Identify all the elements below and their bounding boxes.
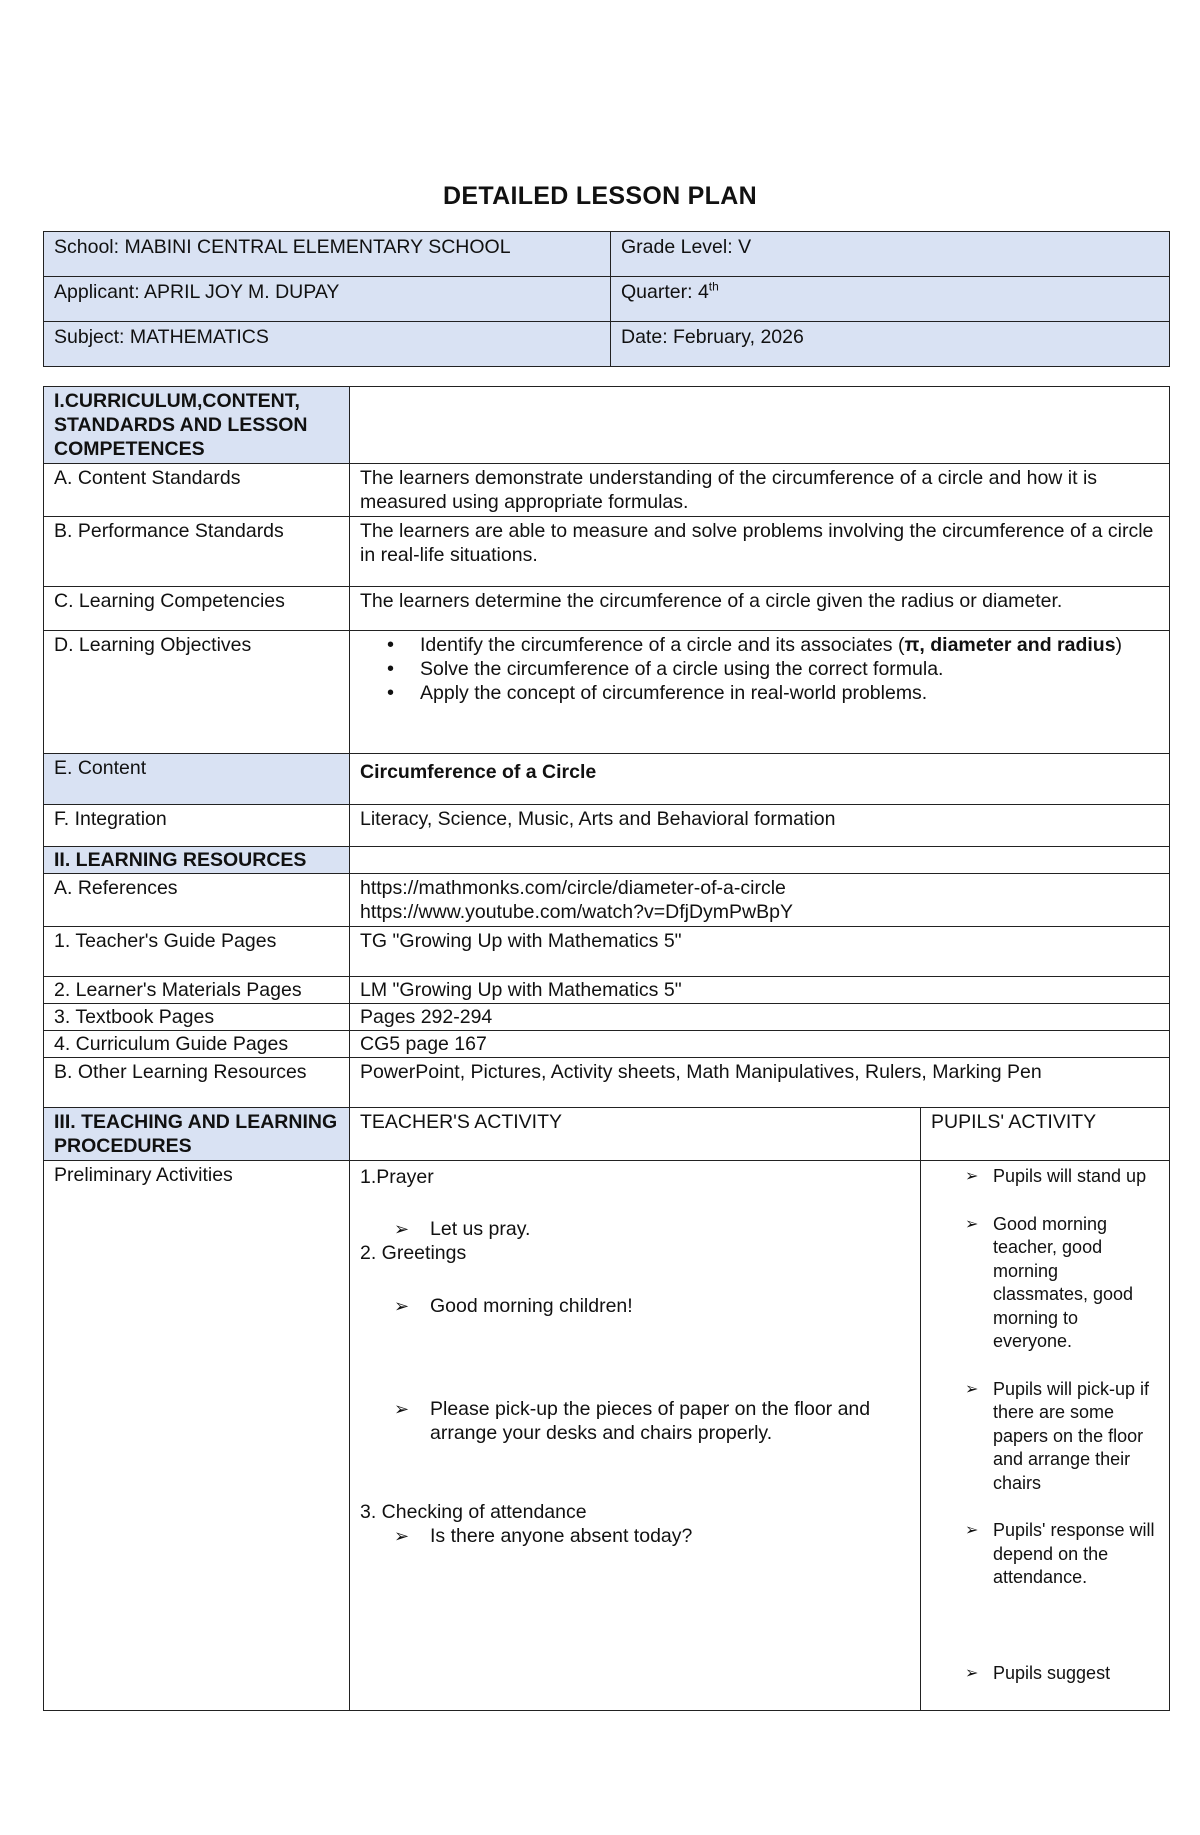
table-row — [44, 322, 1170, 367]
table-row — [44, 805, 1170, 847]
references-label: A. References — [44, 874, 350, 927]
greetings-line: Good morning children! — [430, 1295, 633, 1317]
pupil-response: Pupils will pick-up if there are some papers on the floor and arrange their chairs — [993, 1378, 1150, 1493]
learners-materials-label: 2. Learner's Materials Pages — [44, 977, 350, 1004]
school-cell: School: MABINI CENTRAL ELEMENTARY SCHOOL — [44, 232, 611, 277]
objectives-label: D. Learning Objectives — [44, 631, 350, 754]
table-row — [44, 232, 1170, 277]
arrowhead-bullet-icon: ➢ — [394, 1219, 410, 1239]
pupil-response: Good morning teacher, good morning classmates, good morning to everyone. — [993, 1213, 1134, 1351]
prayer-line: Let us pray. — [430, 1218, 531, 1240]
objective-emphasis: π, diameter and radius — [904, 634, 1116, 656]
subject-cell: Subject: MATHEMATICS — [44, 322, 611, 367]
teacher-activity-cell — [350, 1161, 921, 1711]
greetings-heading: 2. Greetings — [360, 1242, 467, 1264]
table-row — [44, 1058, 1170, 1108]
competencies-value: The learners determine the circumference of a circle given the radius or diameter. — [350, 587, 1170, 631]
table-row — [44, 277, 1170, 322]
other-resources-label: B. Other Learning Resources — [44, 1058, 350, 1108]
objectives-value — [350, 631, 1170, 754]
arrowhead-bullet-icon: ➢ — [965, 1380, 979, 1398]
list-item: • Solve the circumference of a circle using the correct formula. — [420, 657, 1159, 681]
other-resources-value: PowerPoint, Pictures, Activity sheets, Math Manipulatives, Rulers, Marking Pen — [350, 1058, 1170, 1108]
header-info-table — [43, 231, 1170, 367]
learners-materials-value: LM "Growing Up with Mathematics 5" — [350, 977, 1170, 1004]
empty-cell — [350, 847, 1170, 874]
teachers-guide-label: 1. Teacher's Guide Pages — [44, 927, 350, 977]
objectives-list — [360, 633, 1159, 705]
arrowhead-bullet-icon: ➢ — [965, 1168, 979, 1185]
objective-text-end: ) — [1115, 634, 1123, 656]
references-value — [350, 874, 1170, 927]
table-row — [44, 927, 1170, 977]
page-title: DETAILED LESSON PLAN — [443, 182, 757, 210]
table-row — [44, 1161, 1170, 1711]
arrowhead-bullet-icon: ➢ — [394, 1526, 410, 1546]
procedures-heading: III. TEACHING AND LEARNING PROCEDURES — [44, 1108, 350, 1161]
table-row — [44, 754, 1170, 805]
list-item — [921, 1165, 1169, 1189]
empty-cell — [350, 387, 1170, 464]
quarter-text: Quarter: 4 — [621, 281, 709, 303]
competencies-label: C. Learning Competencies — [44, 587, 350, 631]
table-row — [44, 387, 1170, 464]
performance-standards-label: B. Performance Standards — [44, 517, 350, 587]
teacher-activity-header: TEACHER'S ACTIVITY — [350, 1108, 921, 1161]
arrowhead-bullet-icon: ➢ — [394, 1296, 410, 1316]
content-standards-value: The learners demonstrate understanding of the circumference of a circle and how it is measured using appropriate formulas. — [350, 464, 1170, 517]
list-item: • Apply the concept of circumference in real-world problems. — [420, 681, 1159, 705]
list-item — [360, 1217, 910, 1241]
table-row — [44, 464, 1170, 517]
date-cell: Date: February, 2026 — [611, 322, 1170, 367]
table-row — [44, 517, 1170, 587]
pupil-response: Pupils will stand up — [993, 1166, 1147, 1186]
teachers-guide-value: TG "Growing Up with Mathematics 5" — [350, 927, 1170, 977]
pupil-activity-cell — [921, 1161, 1170, 1711]
pupil-activity-header: PUPILS' ACTIVITY — [921, 1108, 1170, 1161]
curriculum-guide-value: CG5 page 167 — [350, 1031, 1170, 1058]
prayer-heading: 1.Prayer — [360, 1166, 434, 1188]
attendance-line: Is there anyone absent today? — [430, 1525, 693, 1547]
arrowhead-bullet-icon: ➢ — [965, 1522, 979, 1539]
list-item — [360, 1294, 910, 1318]
textbook-value: Pages 292-294 — [350, 1004, 1170, 1031]
textbook-label: 3. Textbook Pages — [44, 1004, 350, 1031]
performance-standards-value: The learners are able to measure and solve problems involving the circumference of a circle in real-life situations. — [350, 517, 1170, 587]
quarter-cell — [611, 277, 1170, 322]
integration-value: Literacy, Science, Music, Arts and Behavioral formation — [350, 805, 1170, 847]
table-row — [44, 977, 1170, 1004]
lesson-plan-table — [43, 386, 1170, 1711]
curriculum-heading: I.CURRICULUM,CONTENT, STANDARDS AND LESSON COMPETENCES — [44, 387, 350, 464]
pupil-response: Pupils suggest — [993, 1662, 1111, 1683]
quarter-superscript: th — [708, 279, 719, 294]
curriculum-guide-label: 4. Curriculum Guide Pages — [44, 1031, 350, 1058]
list-item — [420, 633, 1159, 657]
resources-heading: II. LEARNING RESOURCES — [44, 847, 350, 874]
list-item — [921, 1213, 1169, 1354]
content-value: Circumference of a Circle — [350, 754, 1170, 805]
table-row — [44, 1031, 1170, 1058]
objective-text: Identify the circumference of a circle and its associates ( — [420, 634, 905, 656]
arrowhead-bullet-icon: ➢ — [965, 1215, 979, 1233]
list-item — [921, 1662, 1169, 1686]
list-item — [360, 1397, 910, 1445]
table-row — [44, 587, 1170, 631]
content-standards-label: A. Content Standards — [44, 464, 350, 517]
applicant-cell: Applicant: APRIL JOY M. DUPAY — [44, 277, 611, 322]
preliminary-activities-label: Preliminary Activities — [44, 1161, 350, 1711]
arrowhead-bullet-icon: ➢ — [394, 1399, 410, 1419]
table-row — [44, 631, 1170, 754]
table-row — [44, 847, 1170, 874]
pupil-response: Pupils' response will depend on the attendance. — [993, 1520, 1155, 1587]
table-row — [44, 1004, 1170, 1031]
arrowhead-bullet-icon: ➢ — [965, 1664, 979, 1682]
list-item — [360, 1524, 910, 1548]
table-row — [44, 1108, 1170, 1161]
grade-level-cell: Grade Level: V — [611, 232, 1170, 277]
content-label: E. Content — [44, 754, 350, 805]
reference-link[interactable]: https://www.youtube.com/watch?v=DfjDymPwBpY — [360, 901, 793, 923]
reference-link[interactable]: https://mathmonks.com/circle/diameter-of-a-circle — [360, 877, 786, 899]
pickup-line: Please pick-up the pieces of paper on the floor and arrange your desks and chairs properly. — [430, 1398, 871, 1444]
integration-label: F. Integration — [44, 805, 350, 847]
list-item — [921, 1519, 1169, 1590]
list-item — [921, 1378, 1169, 1496]
table-row — [44, 874, 1170, 927]
attendance-heading: 3. Checking of attendance — [360, 1501, 587, 1523]
